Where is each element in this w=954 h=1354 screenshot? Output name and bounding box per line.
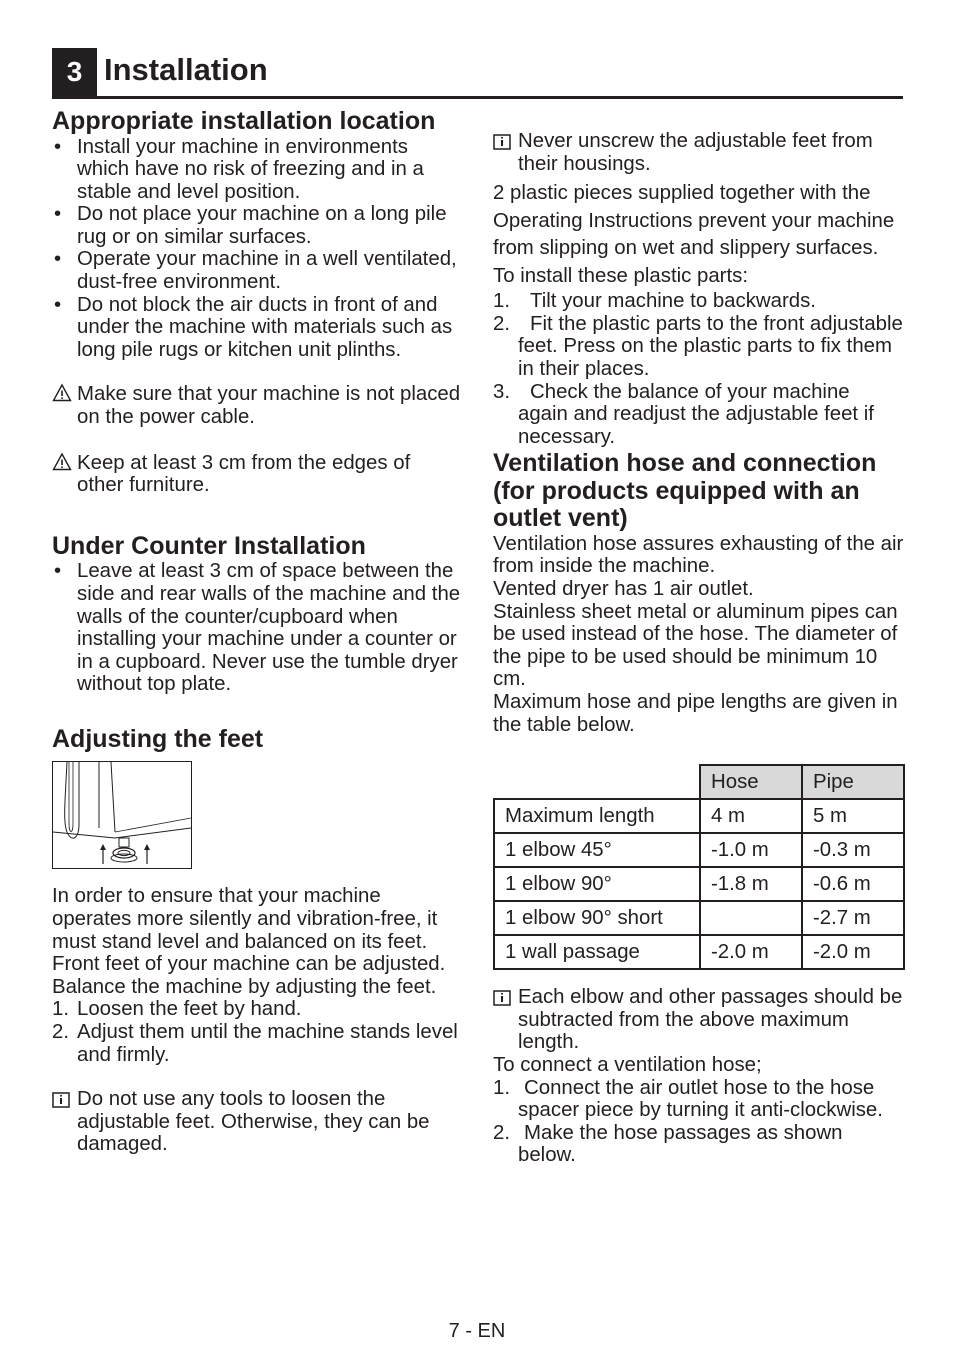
connect-intro: To connect a ventilation hose; (493, 1053, 762, 1076)
step-number: 2. (493, 1121, 511, 1144)
plastic-intro: 2 plastic pieces supplied together with the Operating Instructions prevent your machine from slipping on wet and slippery surfaces. To install these plastic parts: (493, 182, 895, 287)
warning-icon (52, 452, 72, 472)
right-column (493, 130, 905, 1167)
list-item (52, 998, 462, 1021)
warning-text: Keep at least 3 cm from the edges of other furniture. (77, 451, 411, 497)
adjusting-feet-heading: Adjusting the feet (52, 724, 264, 753)
ventilation-line: Stainless sheet metal or aluminum pipes can be used instead of the hose. The diameter of the pipe to be used should be minimum 10 cm. (493, 600, 898, 691)
step-text: Adjust them until the machine stands level and firmly. (77, 1020, 458, 1066)
note-elbow (493, 986, 905, 1054)
feet-steps (52, 998, 462, 1066)
page-number: 7 - EN (448, 1320, 506, 1342)
table-row (494, 901, 904, 935)
table-row (494, 935, 904, 969)
warning-text: Make sure that your machine is not placed on the power cable. (77, 383, 461, 429)
hose-value: 4 m (700, 799, 802, 833)
list-item: • Install your machine in environments which have no risk of freezing and in a stable and level position. (52, 136, 462, 204)
pipe-value: -2.0 m (802, 935, 904, 969)
step-number: 1. (52, 998, 70, 1021)
under-counter-heading: Under Counter Installation (52, 531, 366, 560)
pipe-value: -0.6 m (802, 867, 904, 901)
list-item (52, 1021, 462, 1066)
column-header-pipe: Pipe (802, 765, 904, 799)
step-number: 2. (52, 1020, 70, 1043)
table-header-row (494, 765, 904, 799)
note-text: Each elbow and other passages should be subtracted from the above maximum length. (518, 986, 903, 1054)
step-number: 2. (493, 312, 511, 335)
step-number: 1. (493, 290, 511, 313)
location-heading: Appropriate installation location (52, 107, 436, 135)
chapter-header (52, 48, 903, 99)
list-item (493, 313, 905, 381)
warning-power-cable (52, 383, 462, 428)
list-item (493, 1077, 905, 1122)
info-icon (493, 130, 511, 151)
ventilation-line: Vented dryer has 1 air outlet. (493, 578, 754, 601)
table-row (494, 867, 904, 901)
row-label: 1 elbow 90° (494, 867, 700, 901)
list-item: • Leave at least 3 cm of space between the side and rear walls of the machine and the walls of the counter/cupboard when installing your machine under a counter or in a cupboard. Never use the tumble dryer without top plate. (52, 560, 462, 696)
table-corner (494, 765, 700, 799)
note-text: Never unscrew the adjustable feet from their housings. (518, 130, 873, 175)
location-bullets (52, 136, 462, 362)
step-text: Make the hose passages as shown below. (518, 1121, 843, 1167)
step-text: Connect the air outlet hose to the hose spacer piece by turning it anti-clockwise. (518, 1076, 883, 1122)
list-item: • Do not place your machine on a long pile rug or on similar surfaces. (52, 203, 462, 248)
hose-value: -1.0 m (700, 833, 802, 867)
row-label: 1 elbow 90° short (494, 901, 700, 935)
list-item (493, 381, 905, 449)
step-number: 1. (493, 1076, 511, 1099)
left-column (52, 108, 462, 1156)
plastic-steps (493, 290, 905, 448)
hose-value (700, 901, 802, 935)
note-text: Do not use any tools to loosen the adjustable feet. Otherwise, they can be damaged. (77, 1088, 430, 1156)
max-length-table (493, 764, 905, 970)
step-number: 3. (493, 380, 511, 403)
column-header-hose: Hose (700, 765, 802, 799)
list-item (493, 290, 905, 313)
hose-value: -2.0 m (700, 935, 802, 969)
table-row (494, 799, 904, 833)
row-label: Maximum length (494, 799, 700, 833)
adjustable-feet-illustration (52, 761, 192, 869)
step-text: Fit the plastic parts to the front adjustable feet. Press on the plastic parts to fix them in their places. (518, 312, 903, 380)
pipe-value: 5 m (802, 799, 904, 833)
connect-steps (493, 1077, 905, 1167)
list-item: • Operate your machine in a well ventilated, dust-free environment. (52, 248, 462, 293)
ventilation-heading: Ventilation hose and connection (for products equipped with an outlet vent) (493, 449, 877, 533)
pipe-value: -2.7 m (802, 901, 904, 935)
info-icon (493, 986, 511, 1007)
chapter-title: Installation (104, 52, 268, 87)
hose-value: -1.8 m (700, 867, 802, 901)
table-row (494, 833, 904, 867)
row-label: 1 wall passage (494, 935, 700, 969)
list-item: • Do not block the air ducts in front of and under the machine with materials such as long pile rugs or kitchen unit plinths. (52, 294, 462, 362)
step-text: Check the balance of your machine again and readjust the adjustable feet if necessary. (518, 380, 874, 448)
pipe-value: -0.3 m (802, 833, 904, 867)
step-text: Loosen the feet by hand. (77, 998, 302, 1021)
feet-paragraph: In order to ensure that your machine operates more silently and vibration-free, it must stand level and balanced on its feet. Front feet of your machine can be adjusted. Balance the machine by adjusting the feet. (52, 885, 446, 998)
step-text: Tilt your machine to backwards. (530, 290, 816, 313)
row-label: 1 elbow 45° (494, 833, 700, 867)
info-icon (52, 1088, 70, 1109)
under-counter-bullets (52, 560, 462, 696)
note-unscrew (493, 130, 905, 175)
chapter-number: 3 (52, 48, 97, 96)
warning-edge-distance (52, 452, 462, 497)
ventilation-line: Maximum hose and pipe lengths are given in the table below. (493, 691, 898, 736)
warning-icon (52, 383, 72, 403)
note-tools (52, 1088, 462, 1156)
ventilation-line: Ventilation hose assures exhausting of the air from inside the machine. (493, 532, 904, 578)
list-item (493, 1122, 905, 1167)
